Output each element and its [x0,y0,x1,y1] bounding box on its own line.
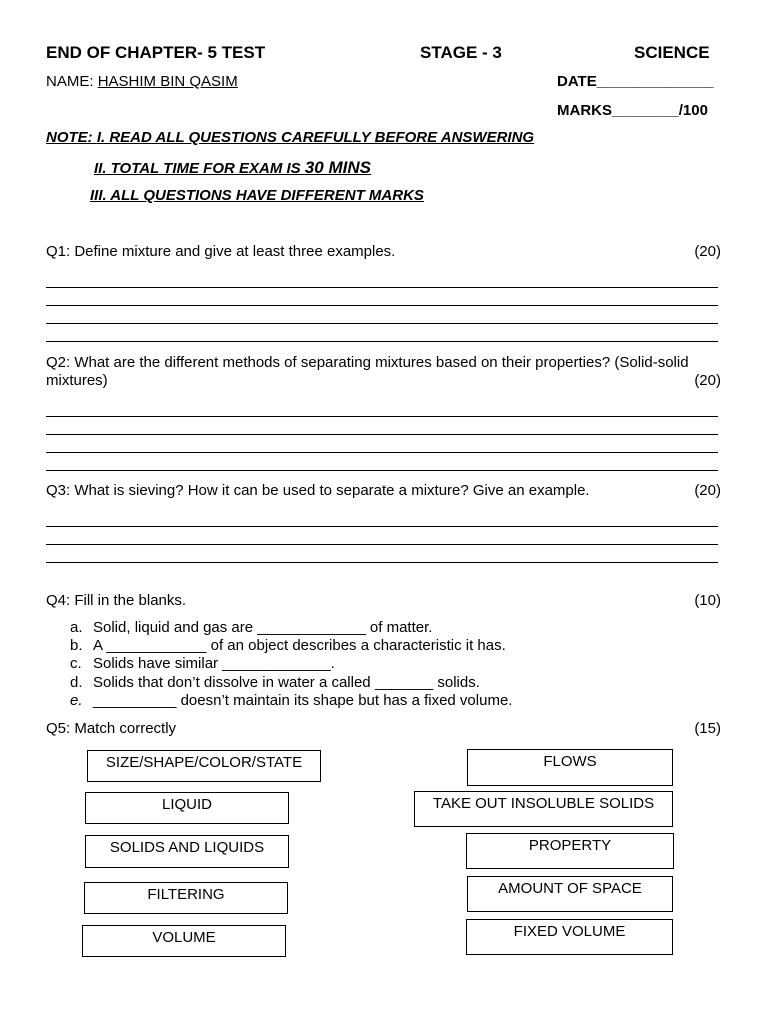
item-letter: a. [70,619,83,636]
answer-line [46,434,718,435]
list-item [70,655,512,673]
match-right-box: AMOUNT OF SPACE [467,876,673,912]
item-text: __________ doesn’t maintain its shape but has a fixed volume. [93,691,513,709]
list-item [70,674,512,692]
answer-line [46,305,718,306]
match-left-box: LIQUID [85,792,289,824]
date-field: DATE______________ [557,73,714,90]
note-prefix: NOTE: [46,129,97,146]
answer-line [46,526,718,527]
match-right-box: FIXED VOLUME [466,919,673,955]
question-1: Q1: Define mixture and give at least three examples. [46,243,396,260]
subject-label: SCIENCE [634,43,710,62]
note-line-3: III. ALL QUESTIONS HAVE DIFFERENT MARKS [90,187,424,204]
question-4-marks: (10) [694,592,721,609]
fill-in-blanks-list [70,619,512,710]
item-letter: e. [70,691,83,709]
note-line-1 [46,129,534,146]
item-letter: b. [70,637,83,655]
exam-time: 30 MINS [304,158,371,177]
question-2-line-2: mixtures) [46,372,108,389]
match-left-box: SOLIDS AND LIQUIDS [85,835,289,868]
note-line-2 [94,158,371,178]
list-item [70,692,512,710]
question-5: Q5: Match correctly [46,720,177,737]
answer-line [46,341,718,342]
answer-line [46,562,718,563]
question-5-marks: (15) [694,720,721,737]
question-4: Q4: Fill in the blanks. [46,592,187,609]
student-name: HASHIM BIN QASIM [97,73,238,90]
item-text: A ____________ of an object describes a characteristic it has. [93,637,506,655]
item-text: Solids that don’t dissolve in water a called _______ solids. [93,673,480,691]
answer-line [46,323,718,324]
question-2-line-1: Q2: What are the different methods of separating mixtures based on their properties? (Solid-solid [46,354,689,371]
test-title: END OF CHAPTER- 5 TEST [46,43,266,62]
match-left-box: FILTERING [84,882,288,914]
name-line [46,73,238,90]
note-text-1: I. READ ALL QUESTIONS CAREFULLY BEFORE ANSWERING [96,129,535,146]
question-3-marks: (20) [694,482,721,499]
name-label: NAME: [46,73,98,90]
answer-line [46,470,718,471]
match-right-box: PROPERTY [466,833,674,869]
marks-field: MARKS________/100 [557,102,708,119]
answer-line [46,416,718,417]
note-text-2: II. TOTAL TIME FOR EXAM IS [94,160,305,177]
match-left-box: SIZE/SHAPE/COLOR/STATE [87,750,321,782]
answer-line [46,544,718,545]
item-text: Solids have similar _____________. [93,655,335,673]
match-right-box: TAKE OUT INSOLUBLE SOLIDS [414,791,673,827]
answer-line [46,287,718,288]
item-letter: c. [70,655,82,673]
list-item [70,619,512,637]
stage-label: STAGE - 3 [420,43,502,62]
item-text: Solid, liquid and gas are _____________ of matter. [93,619,433,636]
question-2-marks: (20) [694,372,721,389]
list-item [70,637,512,655]
question-1-marks: (20) [694,243,721,260]
question-3: Q3: What is sieving? How it can be used to separate a mixture? Give an example. [46,482,590,499]
match-right-box: FLOWS [467,749,673,786]
match-left-box: VOLUME [82,925,286,957]
item-letter: d. [70,673,83,691]
answer-line [46,452,718,453]
